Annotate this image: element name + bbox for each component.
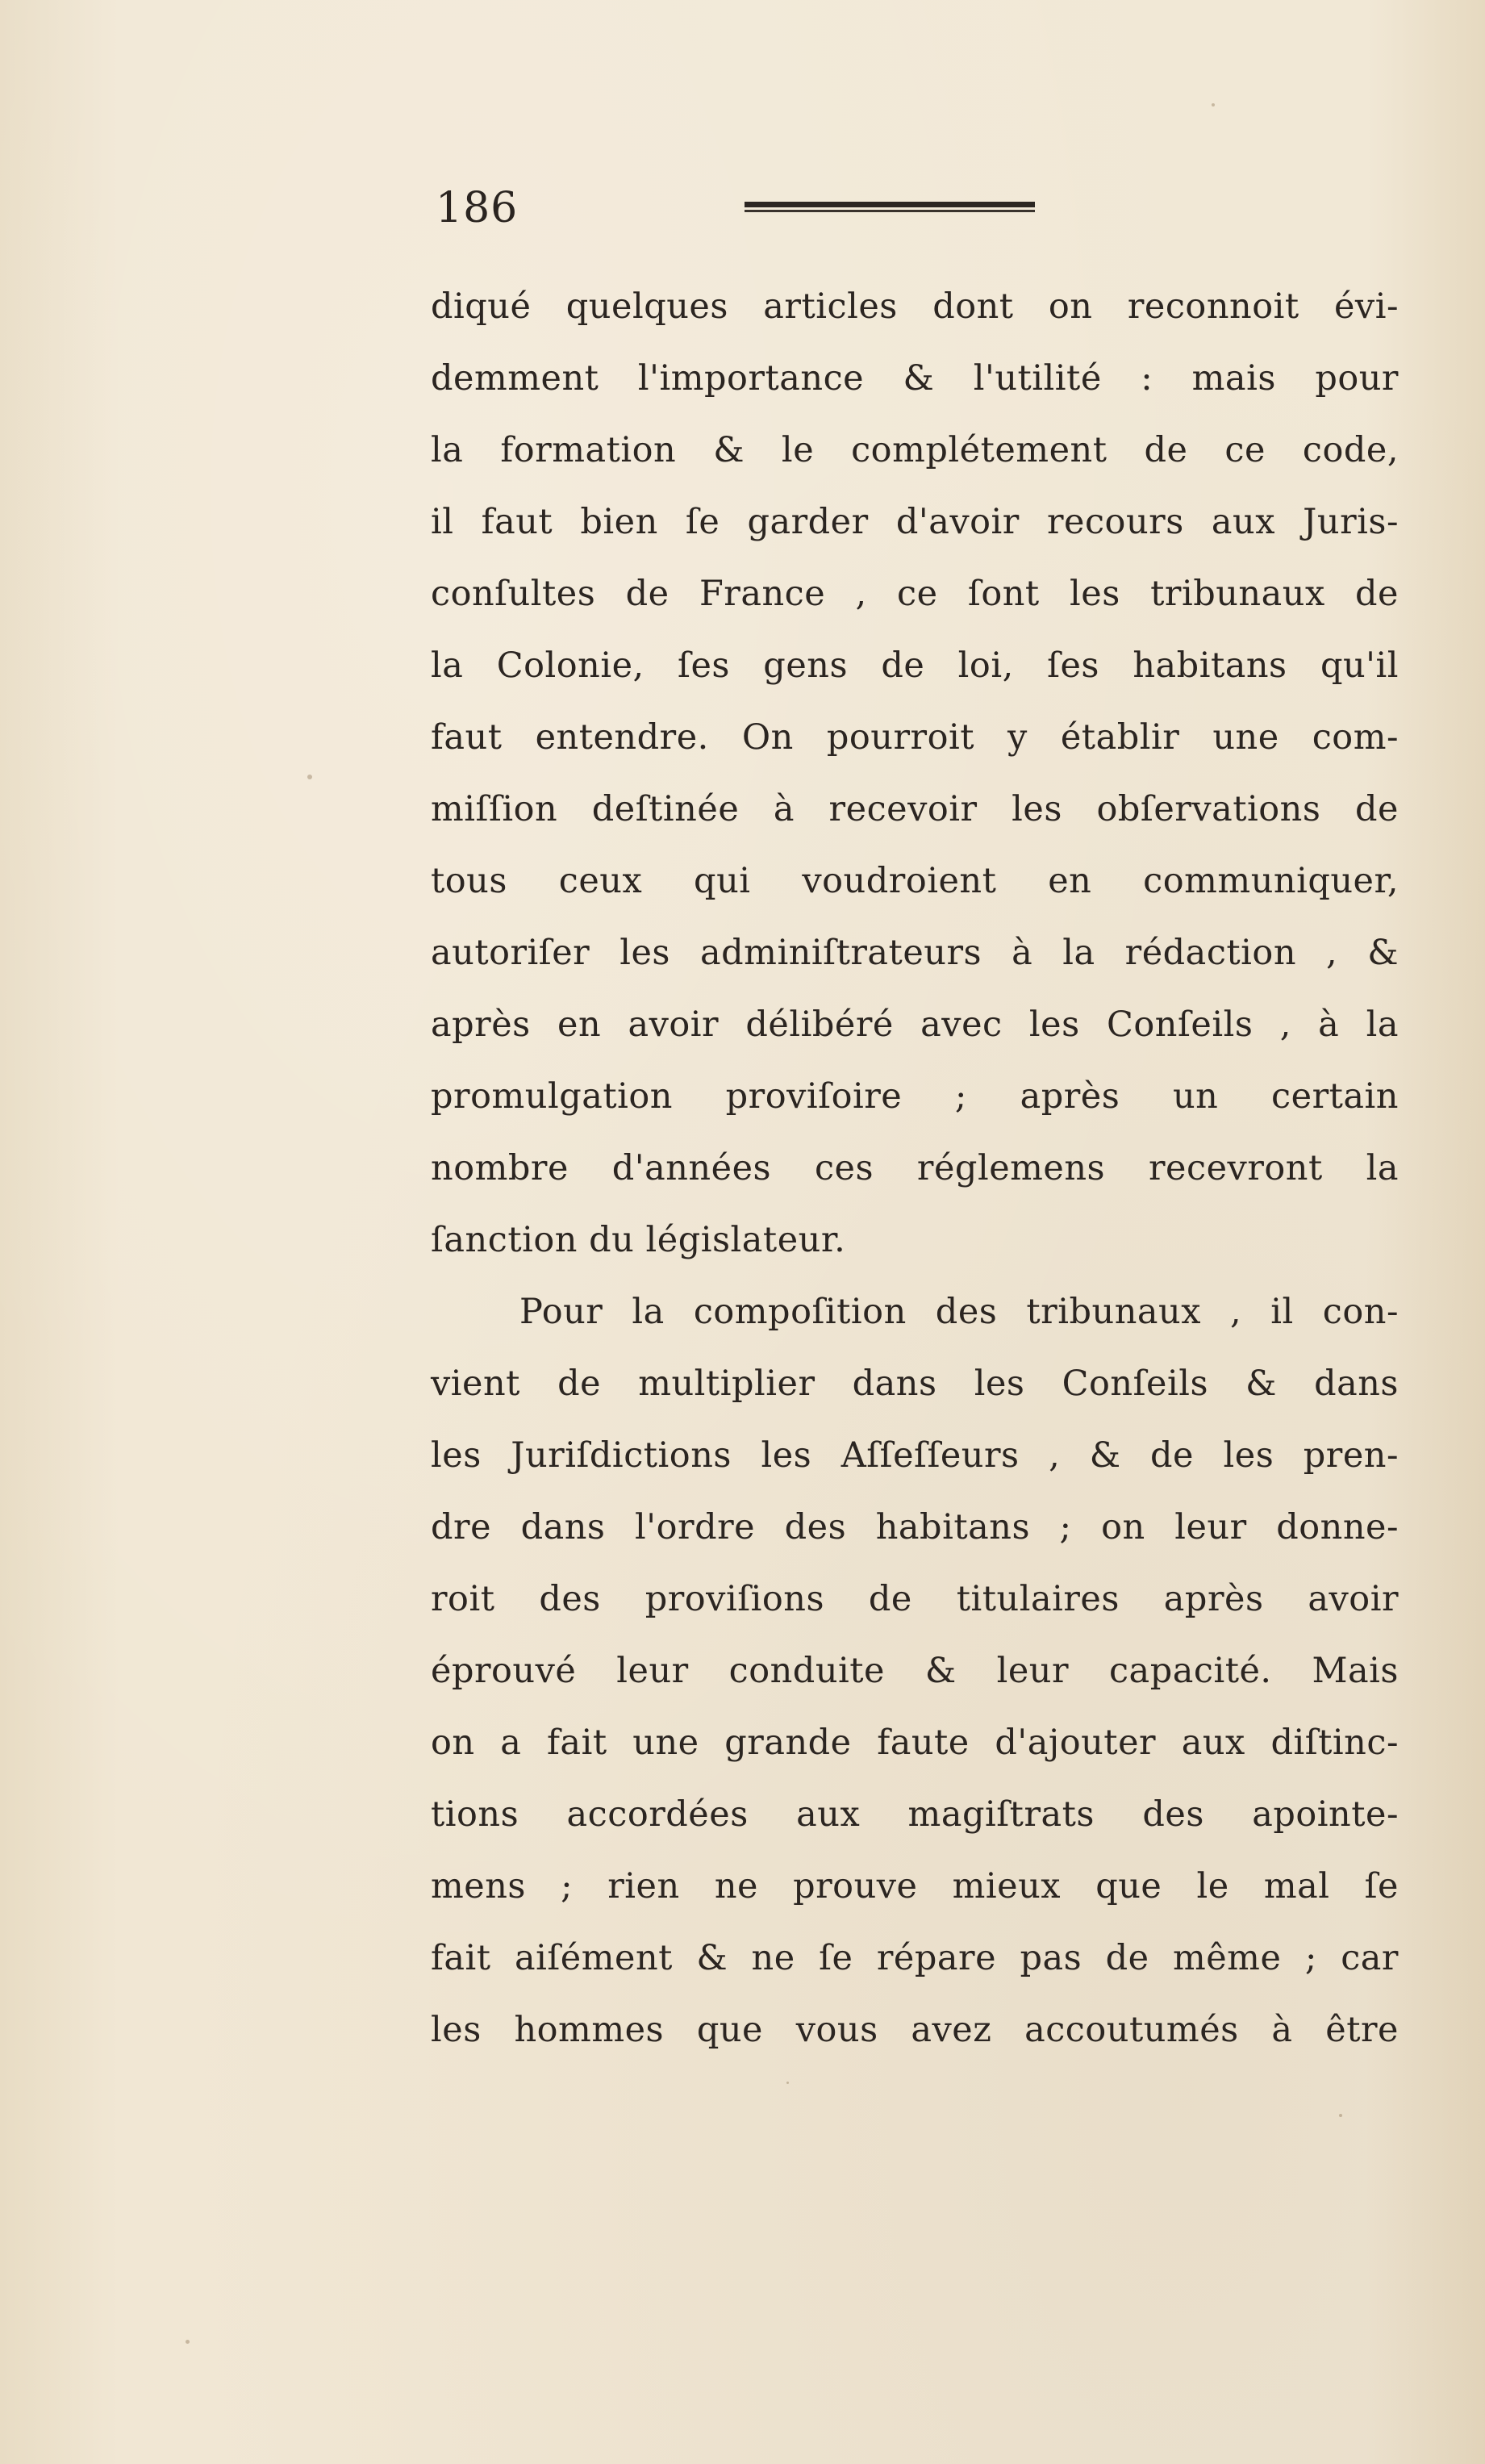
text-line: dre dans l'ordre des habitans ; on leur donne- xyxy=(431,1507,1399,1547)
text-line: tous ceux qui voudroient en communiquer, xyxy=(431,861,1399,901)
paper-speck xyxy=(307,775,312,779)
body-text xyxy=(431,271,1399,2066)
text-line: roit des proviſions de titulaires après avoir xyxy=(431,1579,1399,1619)
paper-speck xyxy=(786,2082,789,2084)
text-line: promulgation proviſoire ; après un certain xyxy=(431,1076,1399,1117)
text-line: après en avoir délibéré avec les Conſeils , à la xyxy=(431,1004,1399,1045)
text-line: autoriſer les adminiſtrateurs à la rédaction , & xyxy=(431,933,1399,973)
text-line: faut entendre. On pourroit y établir une com- xyxy=(431,717,1399,758)
text-line: vient de multiplier dans les Conſeils & dans xyxy=(431,1364,1399,1404)
text-line: nombre d'années ces réglemens recevront la xyxy=(431,1148,1399,1188)
text-line: on a fait une grande faute d'ajouter aux diſtinc- xyxy=(431,1723,1399,1763)
text-line: fait aiſément & ne ſe répare pas de même ; car xyxy=(431,1938,1399,1978)
paper-speck xyxy=(1339,2114,1342,2117)
text-line: diqué quelques articles dont on reconnoit évi- xyxy=(431,286,1399,327)
text-line: tions accordées aux magiſtrats des apointe- xyxy=(431,1794,1399,1835)
header-rule-thin xyxy=(745,210,1035,212)
text-line: demment l'importance & l'utilité : mais pour xyxy=(431,358,1399,399)
text-line: conſultes de France , ce ſont les tribunaux de xyxy=(431,574,1399,614)
text-line: miſſion deſtinée à recevoir les obſervations de xyxy=(431,789,1399,829)
text-line: Pour la compoſition des tribunaux , il con- xyxy=(519,1292,1399,1332)
header-rule xyxy=(745,202,1035,213)
text-line: éprouvé leur conduite & leur capacité. Mais xyxy=(431,1651,1399,1691)
page-number: 186 xyxy=(436,184,519,232)
text-line: mens ; rien ne prouve mieux que le mal ſe xyxy=(431,1866,1399,1906)
header-rule-thick xyxy=(745,202,1035,207)
text-line: la Colonie, ſes gens de loi, ſes habitans qu'il xyxy=(431,645,1399,686)
paper-speck xyxy=(186,2340,190,2344)
page-header xyxy=(436,184,1041,240)
text-line: les hommes que vous avez accoutumés à être xyxy=(431,2010,1399,2050)
text-line: ſanction du législateur. xyxy=(431,1220,846,1260)
text-line: il faut bien ſe garder d'avoir recours aux Juris- xyxy=(431,502,1399,542)
paper-speck xyxy=(1212,103,1215,106)
text-line: la formation & le complétement de ce code, xyxy=(431,430,1399,470)
text-line: les Juriſdictions les Aſſeſſeurs , & de les pren- xyxy=(431,1435,1399,1476)
